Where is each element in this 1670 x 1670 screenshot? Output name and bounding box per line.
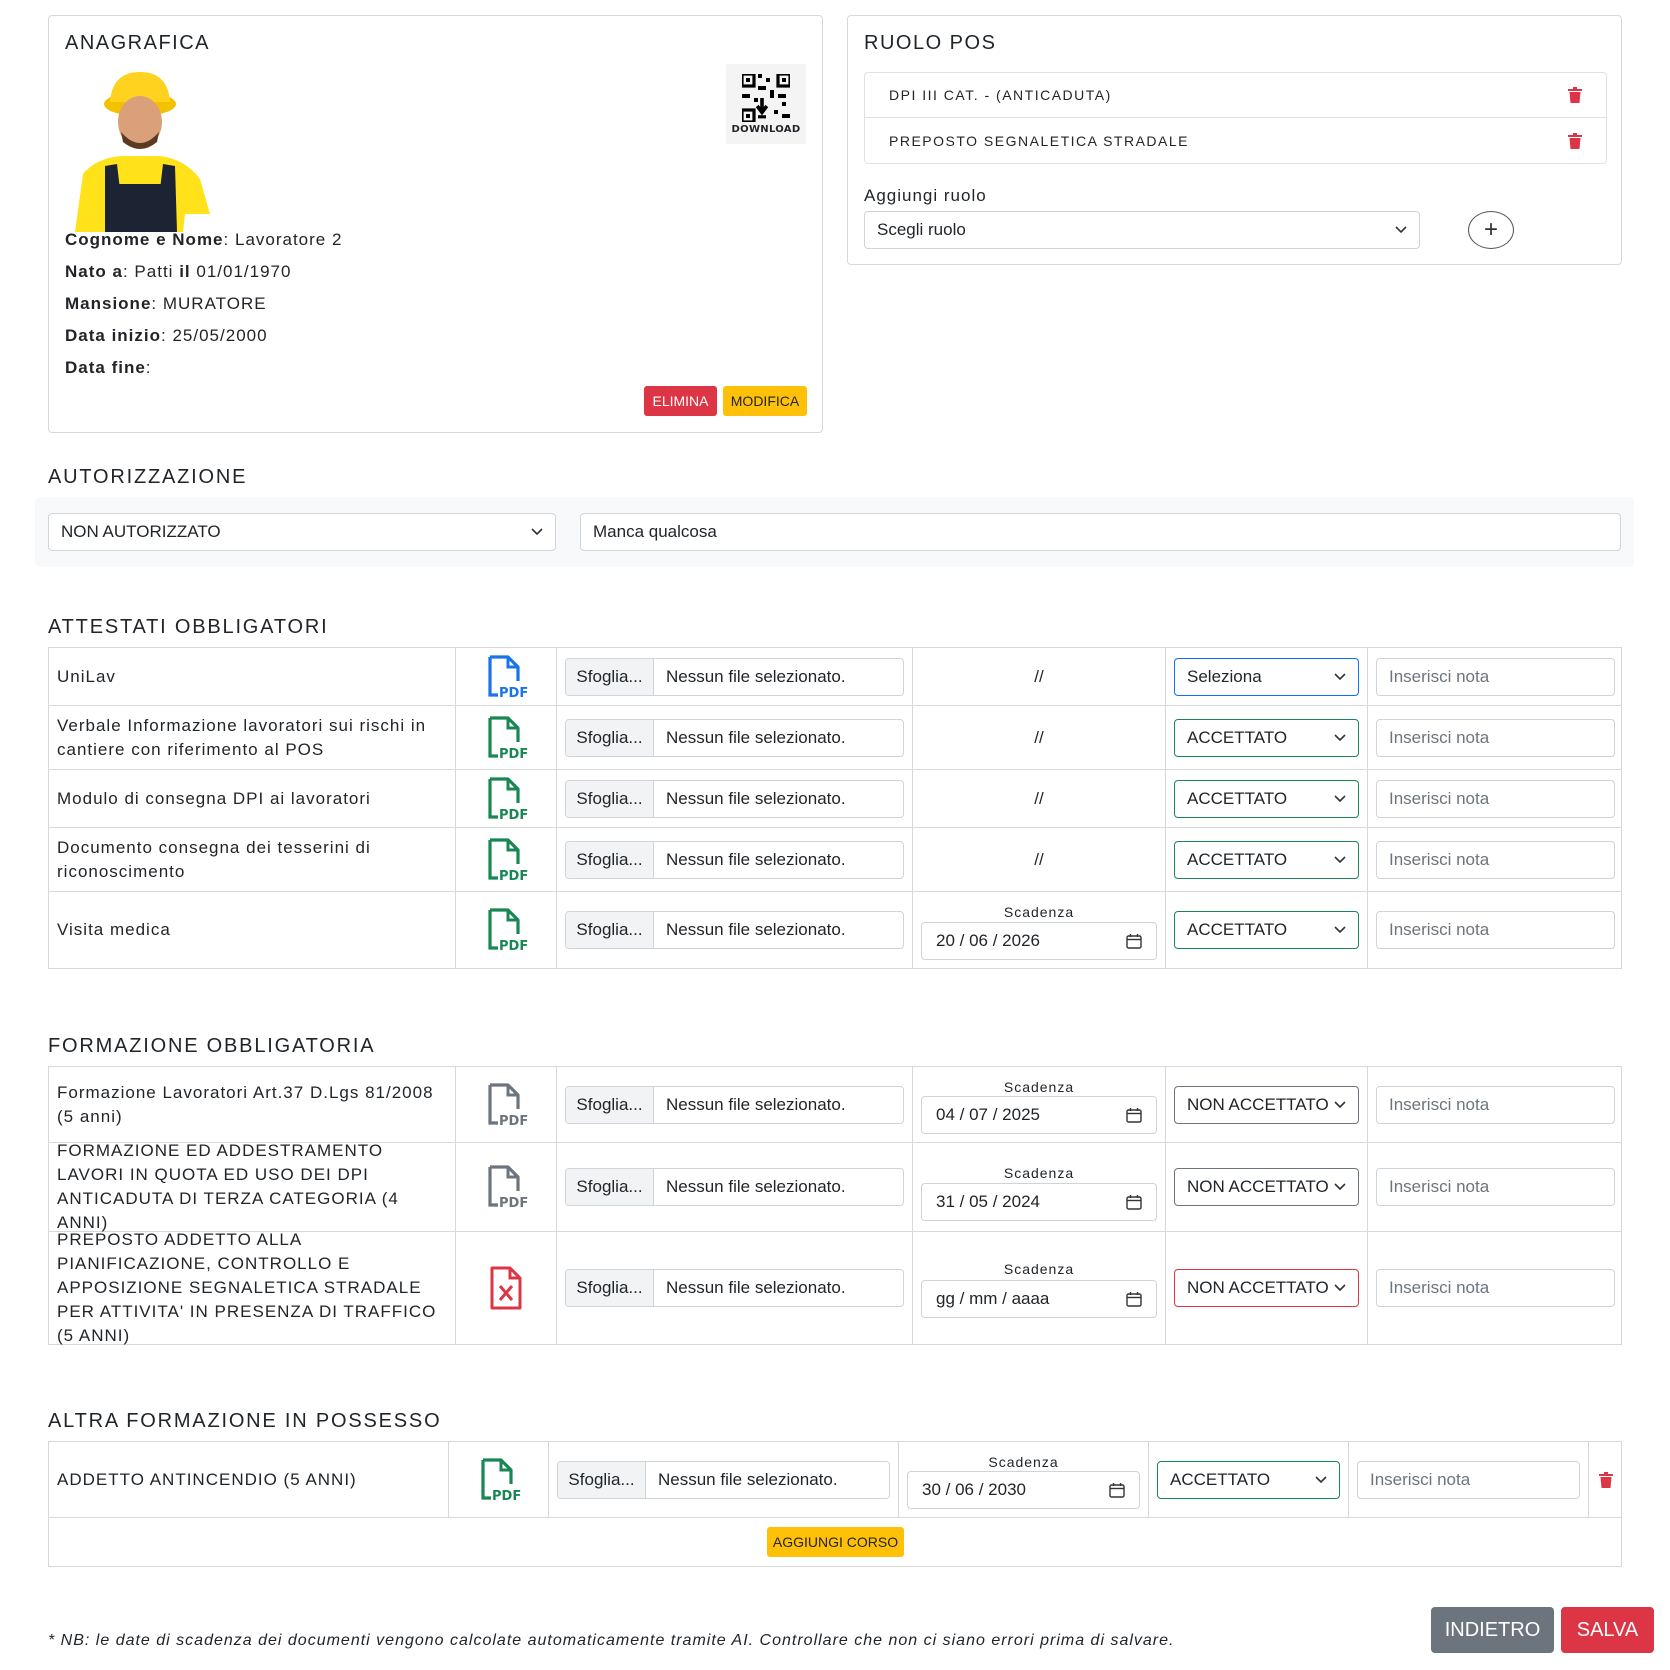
status-select[interactable] [1174, 911, 1359, 949]
status-select[interactable] [1174, 719, 1359, 757]
formazione-table [48, 1066, 1622, 1345]
doc-name: Modulo di consegna DPI ai lavoratori [49, 770, 456, 827]
add-ruolo-button[interactable]: + [1468, 211, 1514, 249]
trash-icon[interactable] [1568, 133, 1582, 149]
table-row [49, 1067, 1621, 1143]
info-nome: Cognome e Nome: Lavoratore 2 [65, 230, 343, 249]
status-cell [1166, 1067, 1368, 1142]
calendar-icon[interactable] [1126, 1291, 1142, 1307]
add-course-row [49, 1518, 1621, 1566]
note-input[interactable]: Inserisci nota [1376, 1086, 1615, 1124]
pdf-icon-cell [456, 892, 557, 968]
ruolo-select-value: Scegli ruolo [877, 220, 966, 239]
delete-cell [1589, 1442, 1623, 1517]
indietro-button[interactable]: INDIETRO [1431, 1607, 1554, 1653]
doc-name: Verbale Informazione lavoratori sui rischi in cantiere con riferimento al POS [49, 706, 456, 769]
browse-button[interactable]: Sfoglia... [566, 659, 654, 695]
autorizzazione-select[interactable] [48, 513, 556, 551]
calendar-icon[interactable] [1126, 1194, 1142, 1210]
role-item-label: DPI III CAT. - (ANTICADUTA) [889, 87, 1112, 103]
ruolo-select[interactable] [864, 211, 1420, 249]
svg-text:PDF: PDF [499, 807, 528, 821]
autorizzazione-box [35, 497, 1634, 567]
info-il-label: il [179, 262, 191, 281]
chevron-down-icon [1334, 1284, 1346, 1292]
elimina-button[interactable]: ELIMINA [644, 386, 717, 416]
altra-formazione-table [48, 1441, 1622, 1567]
date-cell [899, 1442, 1149, 1517]
date-value: 20 / 06 / 2026 [936, 931, 1040, 950]
chevron-down-icon [1334, 856, 1346, 864]
file-input[interactable] [565, 780, 904, 818]
status-select[interactable] [1174, 658, 1359, 696]
file-input[interactable] [565, 1086, 904, 1124]
note-input[interactable]: Inserisci nota [1376, 1168, 1615, 1206]
file-cell [557, 1067, 913, 1142]
autorizzazione-note-input[interactable]: Manca qualcosa [580, 513, 1621, 551]
pdf-icon-cell [456, 648, 557, 705]
date-input[interactable] [921, 922, 1157, 960]
file-input[interactable] [565, 911, 904, 949]
date-value: 30 / 06 / 2030 [922, 1480, 1026, 1499]
info-data-inizio-value: 25/05/2000 [172, 326, 268, 345]
table-row [49, 1232, 1621, 1344]
date-value: 04 / 07 / 2025 [936, 1105, 1040, 1124]
browse-button[interactable]: Sfoglia... [566, 781, 654, 817]
table-row [49, 892, 1621, 968]
attestati-title: ATTESTATI OBBLIGATORI [48, 616, 329, 638]
no-date: // [1034, 849, 1044, 869]
info-nome-label: Cognome e Nome [65, 230, 224, 249]
doc-name: Documento consegna dei tesserini di riconoscimento [49, 828, 456, 891]
role-list [864, 72, 1607, 164]
status-cell [1149, 1442, 1349, 1517]
status-cell [1166, 1232, 1368, 1344]
svg-text:PDF: PDF [499, 1113, 528, 1127]
svg-text:PDF: PDF [491, 1488, 521, 1502]
info-data-inizio: Data inizio: 25/05/2000 [65, 326, 268, 345]
file-cell [557, 706, 913, 769]
svg-text:PDF: PDF [499, 746, 528, 760]
file-status: Nessun file selezionato. [666, 727, 846, 747]
note-cell [1368, 828, 1623, 891]
aggiungi-corso-button[interactable]: AGGIUNGI CORSO [767, 1527, 904, 1557]
note-input[interactable]: Inserisci nota [1376, 1269, 1615, 1307]
chevron-down-icon [1395, 226, 1407, 234]
course-name: PREPOSTO ADDETTO ALLA PIANIFICAZIONE, CONTROLLO E APPOSIZIONE SEGNALETICA STRADALE PER ATTIVITA' IN PRESENZA DI TRAFFICO (5 ANNI) [49, 1232, 456, 1344]
status-select[interactable] [1174, 1269, 1359, 1307]
pdf-gray-icon[interactable] [484, 1165, 528, 1209]
course-name: Formazione Lavoratori Art.37 D.Lgs 81/2008 (5 anni) [49, 1067, 456, 1142]
pdf-green-icon[interactable] [484, 777, 528, 821]
chevron-down-icon [1334, 1101, 1346, 1109]
pdf-icon-cell [456, 1143, 557, 1231]
trash-icon[interactable] [1568, 87, 1582, 103]
note-cell [1368, 1143, 1623, 1231]
note-input[interactable]: Inserisci nota [1376, 658, 1615, 696]
date-value: gg / mm / aaaa [936, 1289, 1050, 1308]
date-cell [913, 1067, 1166, 1142]
note-cell [1368, 648, 1623, 705]
file-status: Nessun file selezionato. [666, 920, 846, 939]
status-value: ACCETTATO [1170, 1469, 1271, 1489]
browse-button[interactable]: Sfoglia... [566, 720, 654, 756]
calendar-icon[interactable] [1126, 933, 1142, 949]
file-icon-cell [456, 1232, 557, 1344]
file-cell [557, 1143, 913, 1231]
file-status: Nessun file selezionato. [666, 666, 846, 686]
autorizzazione-status: NON AUTORIZZATO [61, 522, 221, 541]
pdf-green-icon[interactable] [484, 908, 528, 952]
no-date: // [1034, 727, 1044, 747]
scadenza-label: Scadenza [988, 1454, 1059, 1470]
pdf-green-icon[interactable] [477, 1458, 521, 1502]
pdf-icon-cell [456, 770, 557, 827]
note-cell [1368, 892, 1623, 968]
role-item [865, 118, 1606, 163]
date-cell [913, 706, 1166, 769]
chevron-down-icon [1334, 734, 1346, 742]
file-input[interactable] [565, 1269, 904, 1307]
file-cell [557, 770, 913, 827]
note-cell [1349, 1442, 1589, 1517]
pdf-icon-cell [449, 1442, 549, 1517]
autorizzazione-title: AUTORIZZAZIONE [48, 466, 248, 488]
browse-button[interactable]: Sfoglia... [566, 1169, 654, 1205]
pdf-green-icon[interactable] [484, 838, 528, 882]
aggiungi-ruolo-label: Aggiungi ruolo [864, 186, 987, 205]
no-date: // [1034, 666, 1044, 686]
role-item-label: PREPOSTO SEGNALETICA STRADALE [889, 132, 1189, 149]
no-date: // [1034, 788, 1044, 808]
browse-button[interactable]: Sfoglia... [566, 842, 654, 878]
qr-download[interactable] [726, 64, 806, 144]
anagrafica-title: ANAGRAFICA [65, 32, 211, 54]
browse-button[interactable]: Sfoglia... [558, 1462, 646, 1498]
date-cell [913, 892, 1166, 968]
file-status: Nessun file selezionato. [666, 1177, 846, 1196]
file-input[interactable] [565, 658, 904, 696]
status-value: Seleziona [1187, 666, 1262, 686]
date-cell [913, 770, 1166, 827]
date-input[interactable] [921, 1280, 1157, 1318]
status-cell [1166, 770, 1368, 827]
ruolo-pos-title: RUOLO POS [864, 32, 997, 54]
scadenza-label: Scadenza [1003, 1165, 1075, 1181]
note-input[interactable]: Inserisci nota [1376, 911, 1615, 949]
table-row [49, 828, 1621, 892]
file-cell [557, 892, 913, 968]
status-cell [1166, 648, 1368, 705]
scadenza-label: Scadenza [1003, 904, 1075, 920]
worker-photo [65, 64, 215, 232]
svg-text:PDF: PDF [499, 1196, 528, 1209]
calendar-icon[interactable] [1109, 1482, 1125, 1498]
status-value: ACCETTATO [1187, 849, 1288, 869]
trash-icon[interactable] [1599, 1472, 1613, 1488]
date-input[interactable] [907, 1471, 1140, 1509]
file-status: Nessun file selezionato. [666, 788, 846, 808]
file-input[interactable] [565, 1168, 904, 1206]
info-nato-date: 01/01/1970 [196, 262, 292, 281]
info-nome-value: Lavoratore 2 [234, 230, 343, 249]
status-value: NON ACCETTATO [1187, 1278, 1329, 1297]
note-input[interactable]: Inserisci nota [1376, 841, 1615, 879]
svg-text:PDF: PDF [499, 939, 528, 952]
file-cell [557, 648, 913, 705]
file-cell [557, 1232, 913, 1344]
status-select[interactable] [1174, 1086, 1359, 1124]
note-cell [1368, 1067, 1623, 1142]
status-select[interactable] [1157, 1461, 1340, 1499]
table-row [49, 770, 1621, 828]
note-input[interactable]: Inserisci nota [1376, 719, 1615, 757]
svg-text:PDF: PDF [499, 685, 528, 699]
attestati-table [48, 647, 1622, 969]
info-data-fine: Data fine: [65, 358, 152, 377]
chevron-down-icon [531, 528, 543, 536]
footnote: * NB: le date di scadenza dei documenti vengono calcolate automaticamente tramite AI. Controllare che non ci siano errori prima di salvare. [48, 1632, 1175, 1649]
date-value: 31 / 05 / 2024 [936, 1192, 1040, 1211]
status-select[interactable] [1174, 1168, 1359, 1206]
scadenza-label: Scadenza [1003, 1261, 1075, 1277]
status-cell [1166, 706, 1368, 769]
anagrafica-card [48, 15, 823, 433]
table-row [49, 706, 1621, 770]
file-cell [557, 828, 913, 891]
browse-button[interactable]: Sfoglia... [566, 1087, 654, 1123]
pdf-icon-cell [456, 1067, 557, 1142]
status-cell [1166, 892, 1368, 968]
date-input[interactable] [921, 1096, 1157, 1134]
altra-formazione-title: ALTRA FORMAZIONE IN POSSESSO [48, 1410, 442, 1432]
status-select[interactable] [1174, 780, 1359, 818]
info-mansione-label: Mansione [65, 294, 152, 313]
note-input[interactable]: Inserisci nota [1357, 1461, 1580, 1499]
file-cell [549, 1442, 899, 1517]
chevron-down-icon [1334, 795, 1346, 803]
chevron-down-icon [1334, 673, 1346, 681]
calendar-icon[interactable] [1126, 1107, 1142, 1123]
course-name: FORMAZIONE ED ADDESTRAMENTO LAVORI IN QUOTA ED USO DEI DPI ANTICADUTA DI TERZA CATEGORIA (4 ANNI) [49, 1143, 456, 1231]
doc-name: Visita medica [49, 892, 456, 968]
note-cell [1368, 770, 1623, 827]
table-row [49, 1442, 1621, 1518]
pdf-green-icon[interactable] [484, 716, 528, 760]
date-cell [913, 828, 1166, 891]
pdf-icon-cell [456, 828, 557, 891]
file-status: Nessun file selezionato. [658, 1469, 838, 1489]
modifica-button[interactable]: MODIFICA [723, 386, 807, 416]
role-item [865, 73, 1606, 118]
ruolo-pos-card [847, 15, 1622, 265]
status-cell [1166, 1143, 1368, 1231]
scadenza-label: Scadenza [1003, 1079, 1075, 1095]
salva-button[interactable]: SALVA [1561, 1607, 1654, 1653]
status-value: NON ACCETTATO [1187, 1094, 1329, 1114]
date-cell [913, 1143, 1166, 1231]
status-value: ACCETTATO [1187, 920, 1288, 939]
status-value: ACCETTATO [1187, 727, 1288, 747]
browse-button[interactable]: Sfoglia... [566, 912, 654, 948]
course-name: ADDETTO ANTINCENDIO (5 ANNI) [49, 1442, 449, 1517]
note-input[interactable]: Inserisci nota [1376, 780, 1615, 818]
file-input[interactable] [557, 1461, 890, 1499]
status-select[interactable] [1174, 841, 1359, 879]
file-input[interactable] [565, 719, 904, 757]
file-x-red-icon[interactable] [484, 1266, 528, 1310]
date-input[interactable] [921, 1183, 1157, 1221]
doc-name: UniLav [49, 648, 456, 705]
info-mansione-value: MURATORE [162, 294, 267, 313]
info-data-inizio-label: Data inizio [65, 326, 162, 345]
info-data-fine-label: Data fine [65, 358, 146, 377]
status-value: NON ACCETTATO [1187, 1177, 1329, 1196]
pdf-blue-icon[interactable] [484, 655, 528, 699]
file-status: Nessun file selezionato. [666, 1094, 846, 1114]
pdf-icon-cell [456, 706, 557, 769]
date-cell [913, 1232, 1166, 1344]
pdf-gray-icon[interactable] [484, 1083, 528, 1127]
status-value: ACCETTATO [1187, 788, 1288, 808]
chevron-down-icon [1334, 926, 1346, 934]
browse-button[interactable]: Sfoglia... [566, 1270, 654, 1306]
table-row [49, 1143, 1621, 1232]
info-mansione: Mansione: MURATORE [65, 294, 267, 313]
file-input[interactable] [565, 841, 904, 879]
note-cell [1368, 706, 1623, 769]
qr-code-icon [742, 74, 790, 122]
file-status: Nessun file selezionato. [666, 849, 846, 869]
chevron-down-icon [1315, 1476, 1327, 1484]
file-status: Nessun file selezionato. [666, 1278, 846, 1297]
qr-download-label: DOWNLOAD [731, 123, 801, 135]
info-nato-value: Patti [134, 262, 174, 281]
chevron-down-icon [1334, 1183, 1346, 1191]
svg-text:PDF: PDF [499, 868, 528, 882]
formazione-title: FORMAZIONE OBBLIGATORIA [48, 1035, 376, 1057]
note-cell [1368, 1232, 1623, 1344]
table-row [49, 648, 1621, 706]
date-cell [913, 648, 1166, 705]
status-cell [1166, 828, 1368, 891]
info-nato-label: Nato a [65, 262, 123, 281]
info-nato: Nato a: Patti il 01/01/1970 [65, 262, 292, 281]
